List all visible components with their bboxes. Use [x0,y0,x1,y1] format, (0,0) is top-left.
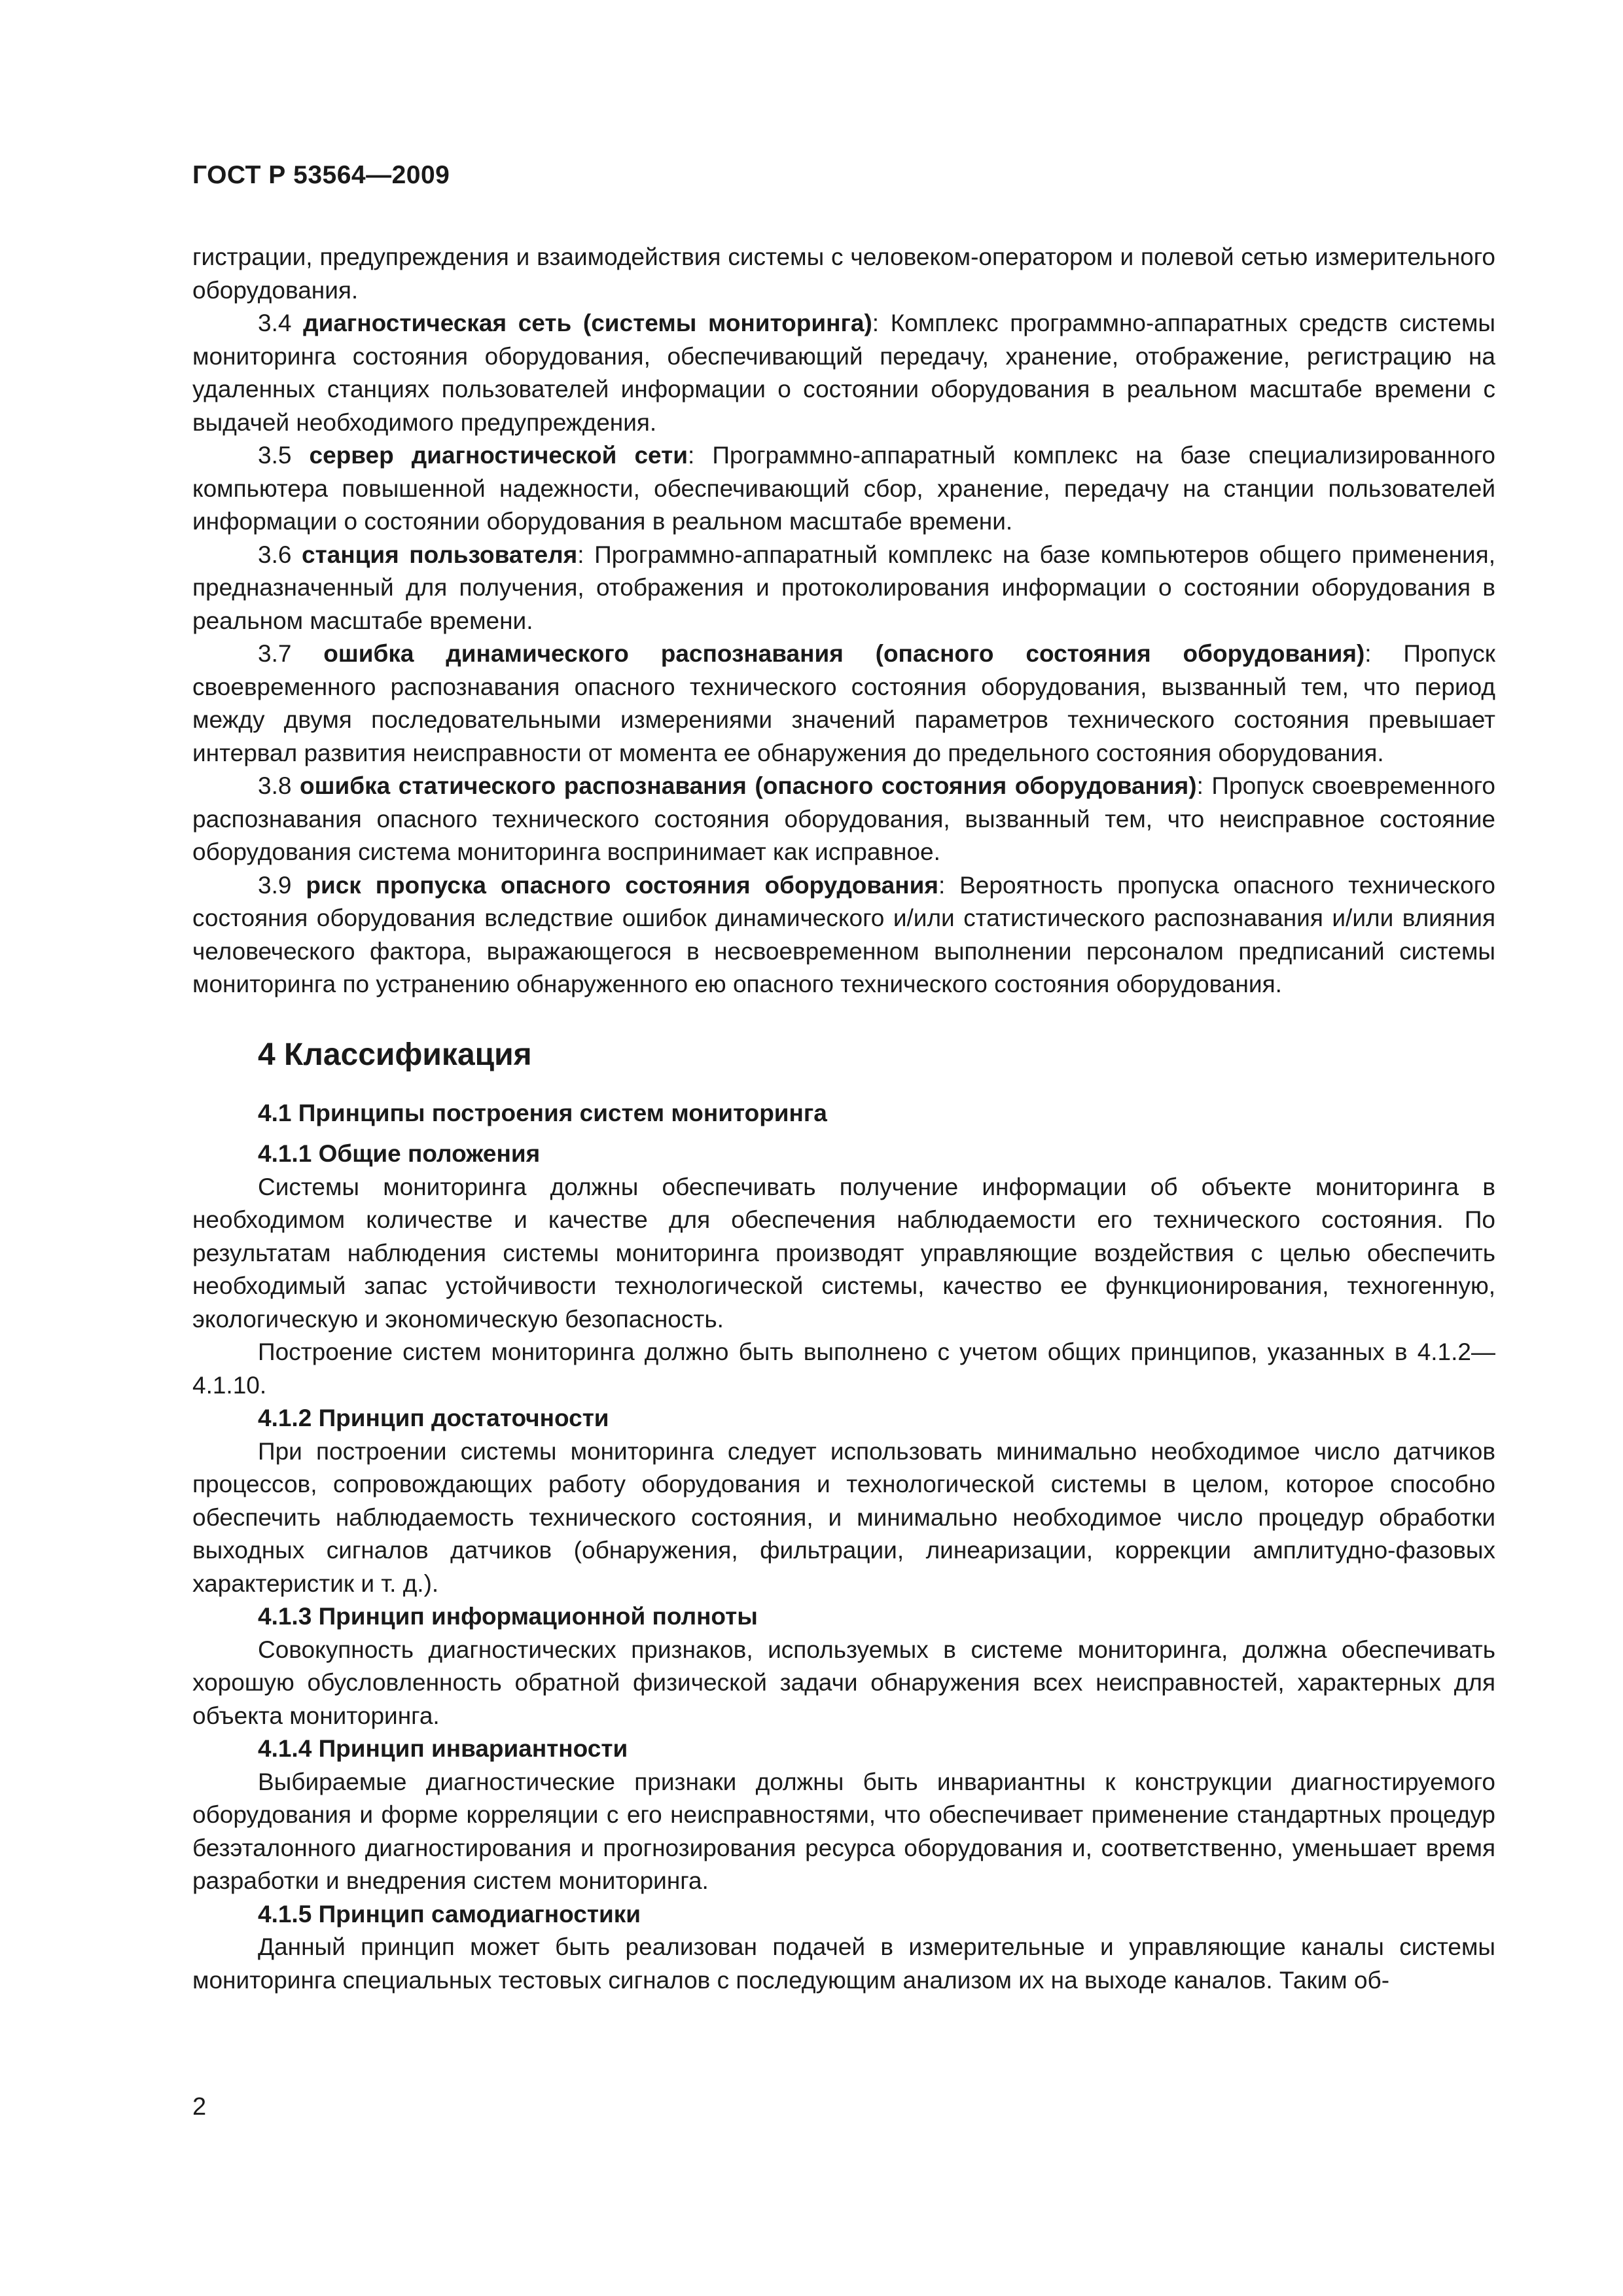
section-heading: 4 Классификация [258,1037,532,1072]
definition-term: диагностическая сеть (системы мониторинга) [303,310,872,336]
subsection-heading: 4.1 Принципы построения систем мониторинга [258,1099,827,1126]
document-header: ГОСТ Р 53564—2009 [192,161,450,189]
body-paragraph: При построении системы мониторинга следует использовать минимально необходимое число датчиков процессов, сопровождающих работу оборудования и технологической системы в целом, которое способно обеспечить наблюдаемость технического состояния, и минимально необходимое число процедур обработки выходных сигналов датчиков (обнаружения, фильтрации, линеаризации, коррекции амплитудно-фазовых характеристик и т. д.). [192,1437,1495,1597]
definition-text: : Программно-аппаратный комплекс на базе специализированного компьютера повышенной надежности, обеспечивающий сбор, хранение, передачу на станции пользователей информации о состоянии оборудования в реальном масштабе времени. [192,442,1496,535]
definition-number: 3.7 [258,640,292,667]
definition-term: риск пропуска опасного состояния оборудования [306,871,938,899]
definition-3-4 [192,307,1495,439]
definition-term: станция пользователя [302,541,578,568]
body-paragraph: Построение систем мониторинга должно быть выполнено с учетом общих принципов, указанных в 4.1.2—4.1.10. [192,1338,1495,1399]
definition-text: : Вероятность пропуска опасного технического состояния оборудования вследствие ошибок динамического и/или статистического распознавания и/или влияния человеческого фактора, выражающегося в несвоевременном выполнении персоналом предписаний системы мониторинга по устранению обнаруженного ею опасного технического состояния оборудования. [192,871,1495,997]
definition-text: : Комплекс программно-аппаратных средств системы мониторинга состояния оборудования, обеспечивающий передачу, хранение, отображение, регистрацию на удаленных станциях пользователей информации о состоянии оборудования в реальном масштабе времени с выдачей необходимого предупреждения. [192,310,1495,436]
body-paragraph: Данный принцип может быть реализован подачей в измерительные и управляющие каналы системы мониторинга специальных тестовых сигналов с последующим анализом их на выходе каналов. Таким об- [192,1933,1495,1994]
body-paragraph: Выбираемые диагностические признаки должны быть инвариантны к конструкции диагностируемого оборудования и форме корреляции с его неисправностями, что обеспечивает применение стандартных процедур безэталонного диагностирования и прогнозирования ресурса оборудования и, соответственно, уменьшает время разработки и внедрения систем мониторинга. [192,1768,1495,1894]
definition-3-6 [192,539,1495,638]
definition-3-7 [192,637,1495,770]
definition-term: ошибка статического распознавания (опасного состояния оборудования) [300,772,1197,799]
clause-heading: 4.1.3 Принцип информационной полноты [258,1603,758,1630]
page-body [192,241,1495,1997]
definition-number: 3.5 [258,442,292,469]
definition-3-8 [192,770,1495,869]
clause-heading: 4.1.5 Принцип самодиагностики [258,1900,641,1928]
definition-text: : Пропуск своевременного распознавания опасного технического состояния оборудования, вызванный тем, что неисправное состояние оборудования система мониторинга воспринимает как исправное. [192,772,1496,865]
definition-text: : Программно-аппаратный комплекс на базе компьютеров общего применения, предназначенный для получения, отображения и протоколирования информации о состоянии оборудования в реальном масштабе времени. [192,541,1495,634]
definition-number: 3.6 [258,541,292,568]
continued-paragraph: гистрации, предупреждения и взаимодействия системы с человеком-оператором и полевой сетью измерительного оборудования. [192,243,1495,304]
definition-3-9 [192,869,1495,1001]
body-paragraph: Совокупность диагностических признаков, используемых в системе мониторинга, должна обеспечивать хорошую обусловленность обратной физической задачи обнаружения всех неисправностей, характерных для объекта мониторинга. [192,1636,1495,1729]
definition-3-5 [192,439,1495,539]
definition-term: сервер диагностической сети [309,442,688,469]
clause-heading: 4.1.1 Общие положения [258,1140,541,1167]
definition-term: ошибка динамического распознавания (опасного состояния оборудования) [323,640,1365,667]
definition-text: : Пропуск своевременного распознавания опасного технического состояния оборудования, вызванный тем, что период между двумя последовательными измерениями значений параметров технического состояния превышает интервал развития неисправности от момента ее обнаружения до предельного состояния оборудования. [192,640,1495,766]
clause-heading: 4.1.4 Принцип инвариантности [258,1735,628,1762]
definition-number: 3.9 [258,871,292,899]
page-number: 2 [192,2093,207,2121]
definition-number: 3.8 [258,772,292,799]
definition-number: 3.4 [258,310,292,336]
body-paragraph: Системы мониторинга должны обеспечивать получение информации об объекте мониторинга в необходимом количестве и качестве для обеспечения наблюдаемости его технического состояния. По результатам наблюдения системы мониторинга производят управляющие воздействия с целью обеспечить необходимый запас устойчивости технологической системы, качество ее функционирования, техногенную, экологическую и экономическую безопасность. [192,1173,1495,1333]
clause-heading: 4.1.2 Принцип достаточности [258,1405,609,1431]
